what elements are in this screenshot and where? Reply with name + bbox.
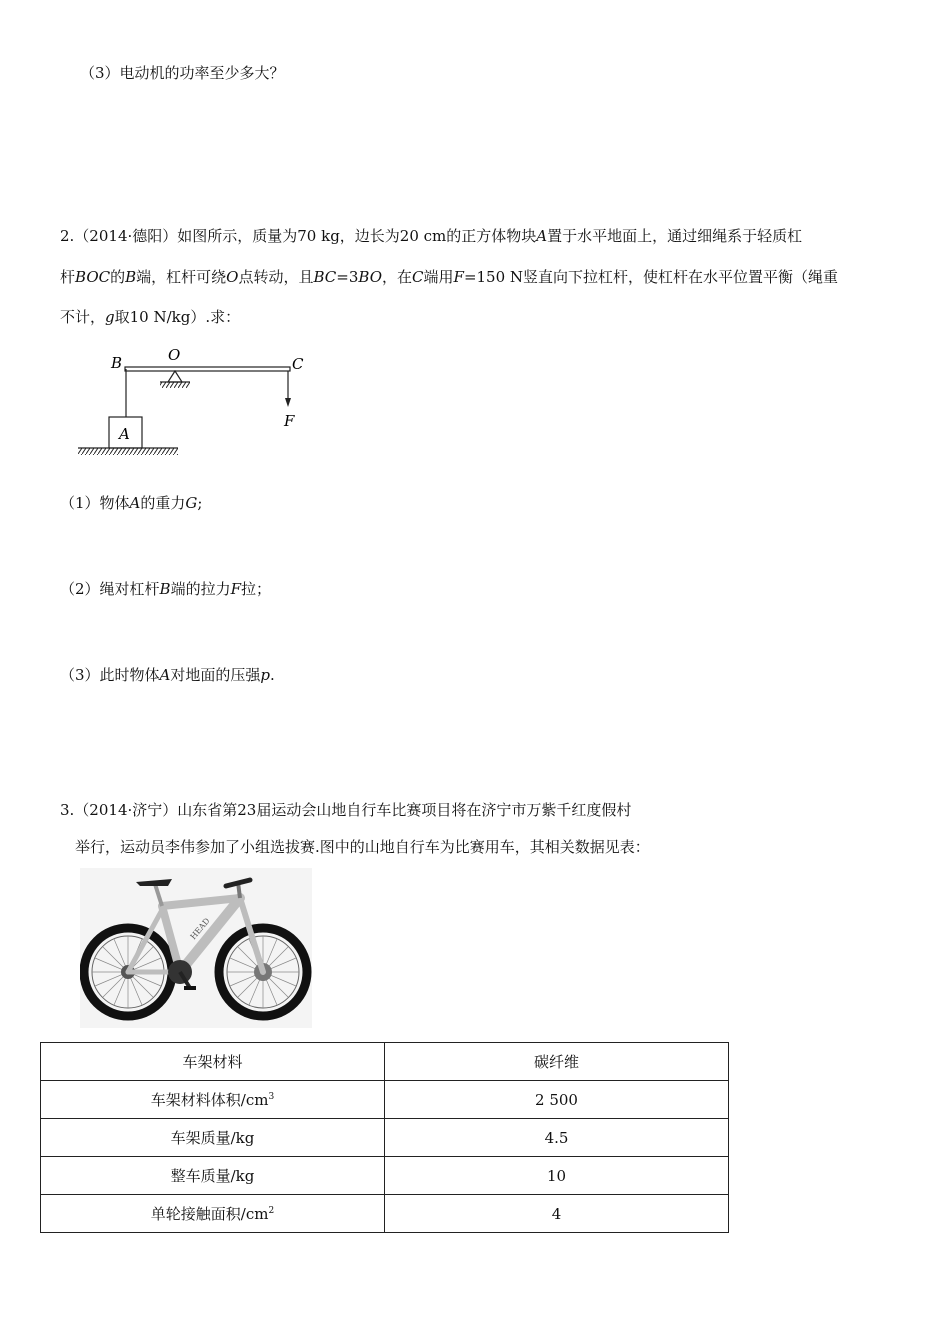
q2-text: 对地面的压强 <box>170 666 261 684</box>
table-cell-label <box>41 1157 385 1195</box>
q2-var-a: A <box>159 666 171 684</box>
table-row <box>41 1119 729 1157</box>
question-2-line-1 <box>60 225 802 247</box>
q2-text: 置于水平地面上，通过细绳系于轻质杠 <box>547 227 803 245</box>
q2-var-g: g <box>105 308 115 326</box>
table-cell-label <box>41 1081 385 1119</box>
lever-beam <box>125 367 290 371</box>
q2-text: 端，杠杆可绕 <box>136 268 227 286</box>
frame-decal: HEAD <box>188 916 212 942</box>
q2-text: 不计， <box>60 308 106 326</box>
cell-text: 车架材料 <box>182 1053 243 1071</box>
table-cell-value <box>385 1081 729 1119</box>
question-2-line-2 <box>60 266 838 288</box>
question-2-line-3 <box>60 306 240 328</box>
label-b: B <box>111 354 123 372</box>
table-row <box>41 1195 729 1233</box>
unit-superscript: 3 <box>268 1092 275 1102</box>
q2-text: 的重力 <box>140 494 186 512</box>
fulcrum-ground <box>160 382 190 388</box>
cell-text: 碳纤维 <box>533 1053 579 1071</box>
cell-text: 车架质量/kg <box>170 1129 255 1147</box>
q2-var-c: C <box>412 268 424 286</box>
q2-var-a: A <box>129 494 141 512</box>
label-c: C <box>292 355 304 373</box>
label-o: O <box>168 346 181 364</box>
pedal <box>184 986 196 990</box>
question-2-part-2 <box>60 578 271 600</box>
q2-var-boc: BOC <box>75 268 111 286</box>
question-1-part-3: （3）电动机的功率至少多大？ <box>80 64 285 82</box>
q2-text: （2）绳对杠杆 <box>60 580 160 598</box>
lever-diagram <box>70 340 340 465</box>
q2-var-f: F <box>230 580 242 598</box>
cell-text: 车架材料体积/cm <box>150 1091 269 1109</box>
table-cell-value <box>385 1157 729 1195</box>
table-cell-label <box>41 1043 385 1081</box>
q2-var-a: A <box>536 227 548 245</box>
q2-text: （3）此时物体 <box>60 666 160 684</box>
q2-text: 取10 N/kg）.求： <box>114 308 241 326</box>
ground-hatch <box>78 448 178 455</box>
question-2-part-1 <box>60 492 202 514</box>
q2-text: 拉； <box>241 580 272 598</box>
cell-text: 4 <box>551 1204 562 1223</box>
q2-text: 2.（2014·德阳）如图所示，质量为70 kg，边长为20 cm的正方体物块 <box>60 227 537 245</box>
label-f: F <box>284 412 295 430</box>
table-row <box>41 1081 729 1119</box>
cell-text: 10 <box>546 1166 567 1185</box>
question-3-line-2: 举行，运动员李伟参加了小组选拔赛.图中的山地自行车为比赛用车，其相关数据见表： <box>75 838 650 856</box>
q2-text: 的 <box>110 268 126 286</box>
table-row <box>41 1043 729 1081</box>
q2-var-b: B <box>125 268 137 286</box>
cell-text: 单轮接触面积/cm <box>150 1205 269 1223</box>
q2-text: ，在 <box>382 268 413 286</box>
q2-text: 点转动，且 <box>238 268 314 286</box>
table-cell-value <box>385 1043 729 1081</box>
q2-text: 端的拉力 <box>170 580 231 598</box>
q2-text: . <box>270 666 275 684</box>
q2-text: ; <box>197 494 203 512</box>
q2-text: =3 <box>336 268 359 286</box>
q2-text: （1）物体 <box>60 494 130 512</box>
q2-text: 端用 <box>423 268 454 286</box>
q2-var-g: G <box>185 494 198 512</box>
fulcrum <box>168 371 182 382</box>
q2-var-bc: BC <box>313 268 337 286</box>
cell-text: 2 500 <box>535 1090 578 1109</box>
cell-text: 整车质量/kg <box>170 1167 255 1185</box>
q2-var-f: F <box>453 268 464 286</box>
table-row <box>41 1157 729 1195</box>
table-cell-value <box>385 1119 729 1157</box>
cell-text: 4.5 <box>544 1128 569 1147</box>
question-3-line-1: 3.（2014·济宁）山东省第23届运动会山地自行车比赛项目将在济宁市万紫千红度假村 <box>60 801 632 819</box>
mountain-bike-image <box>80 868 312 1028</box>
q2-var-bo: BO <box>358 268 382 286</box>
table-cell-value <box>385 1195 729 1233</box>
table-cell-label <box>41 1119 385 1157</box>
question-2-part-3 <box>60 664 275 686</box>
force-arrowhead <box>285 398 291 407</box>
bike-spec-table <box>40 1042 729 1233</box>
q2-var-b: B <box>159 580 171 598</box>
q2-var-p: p <box>260 666 271 684</box>
table-cell-label <box>41 1195 385 1233</box>
label-a: A <box>119 425 130 443</box>
q2-text: =150 N竖直向下拉杠杆，使杠杆在水平位置平衡（绳重 <box>463 268 839 286</box>
unit-superscript: 2 <box>268 1206 275 1216</box>
q2-var-o: O <box>226 268 239 286</box>
q2-text: 杆 <box>60 268 76 286</box>
